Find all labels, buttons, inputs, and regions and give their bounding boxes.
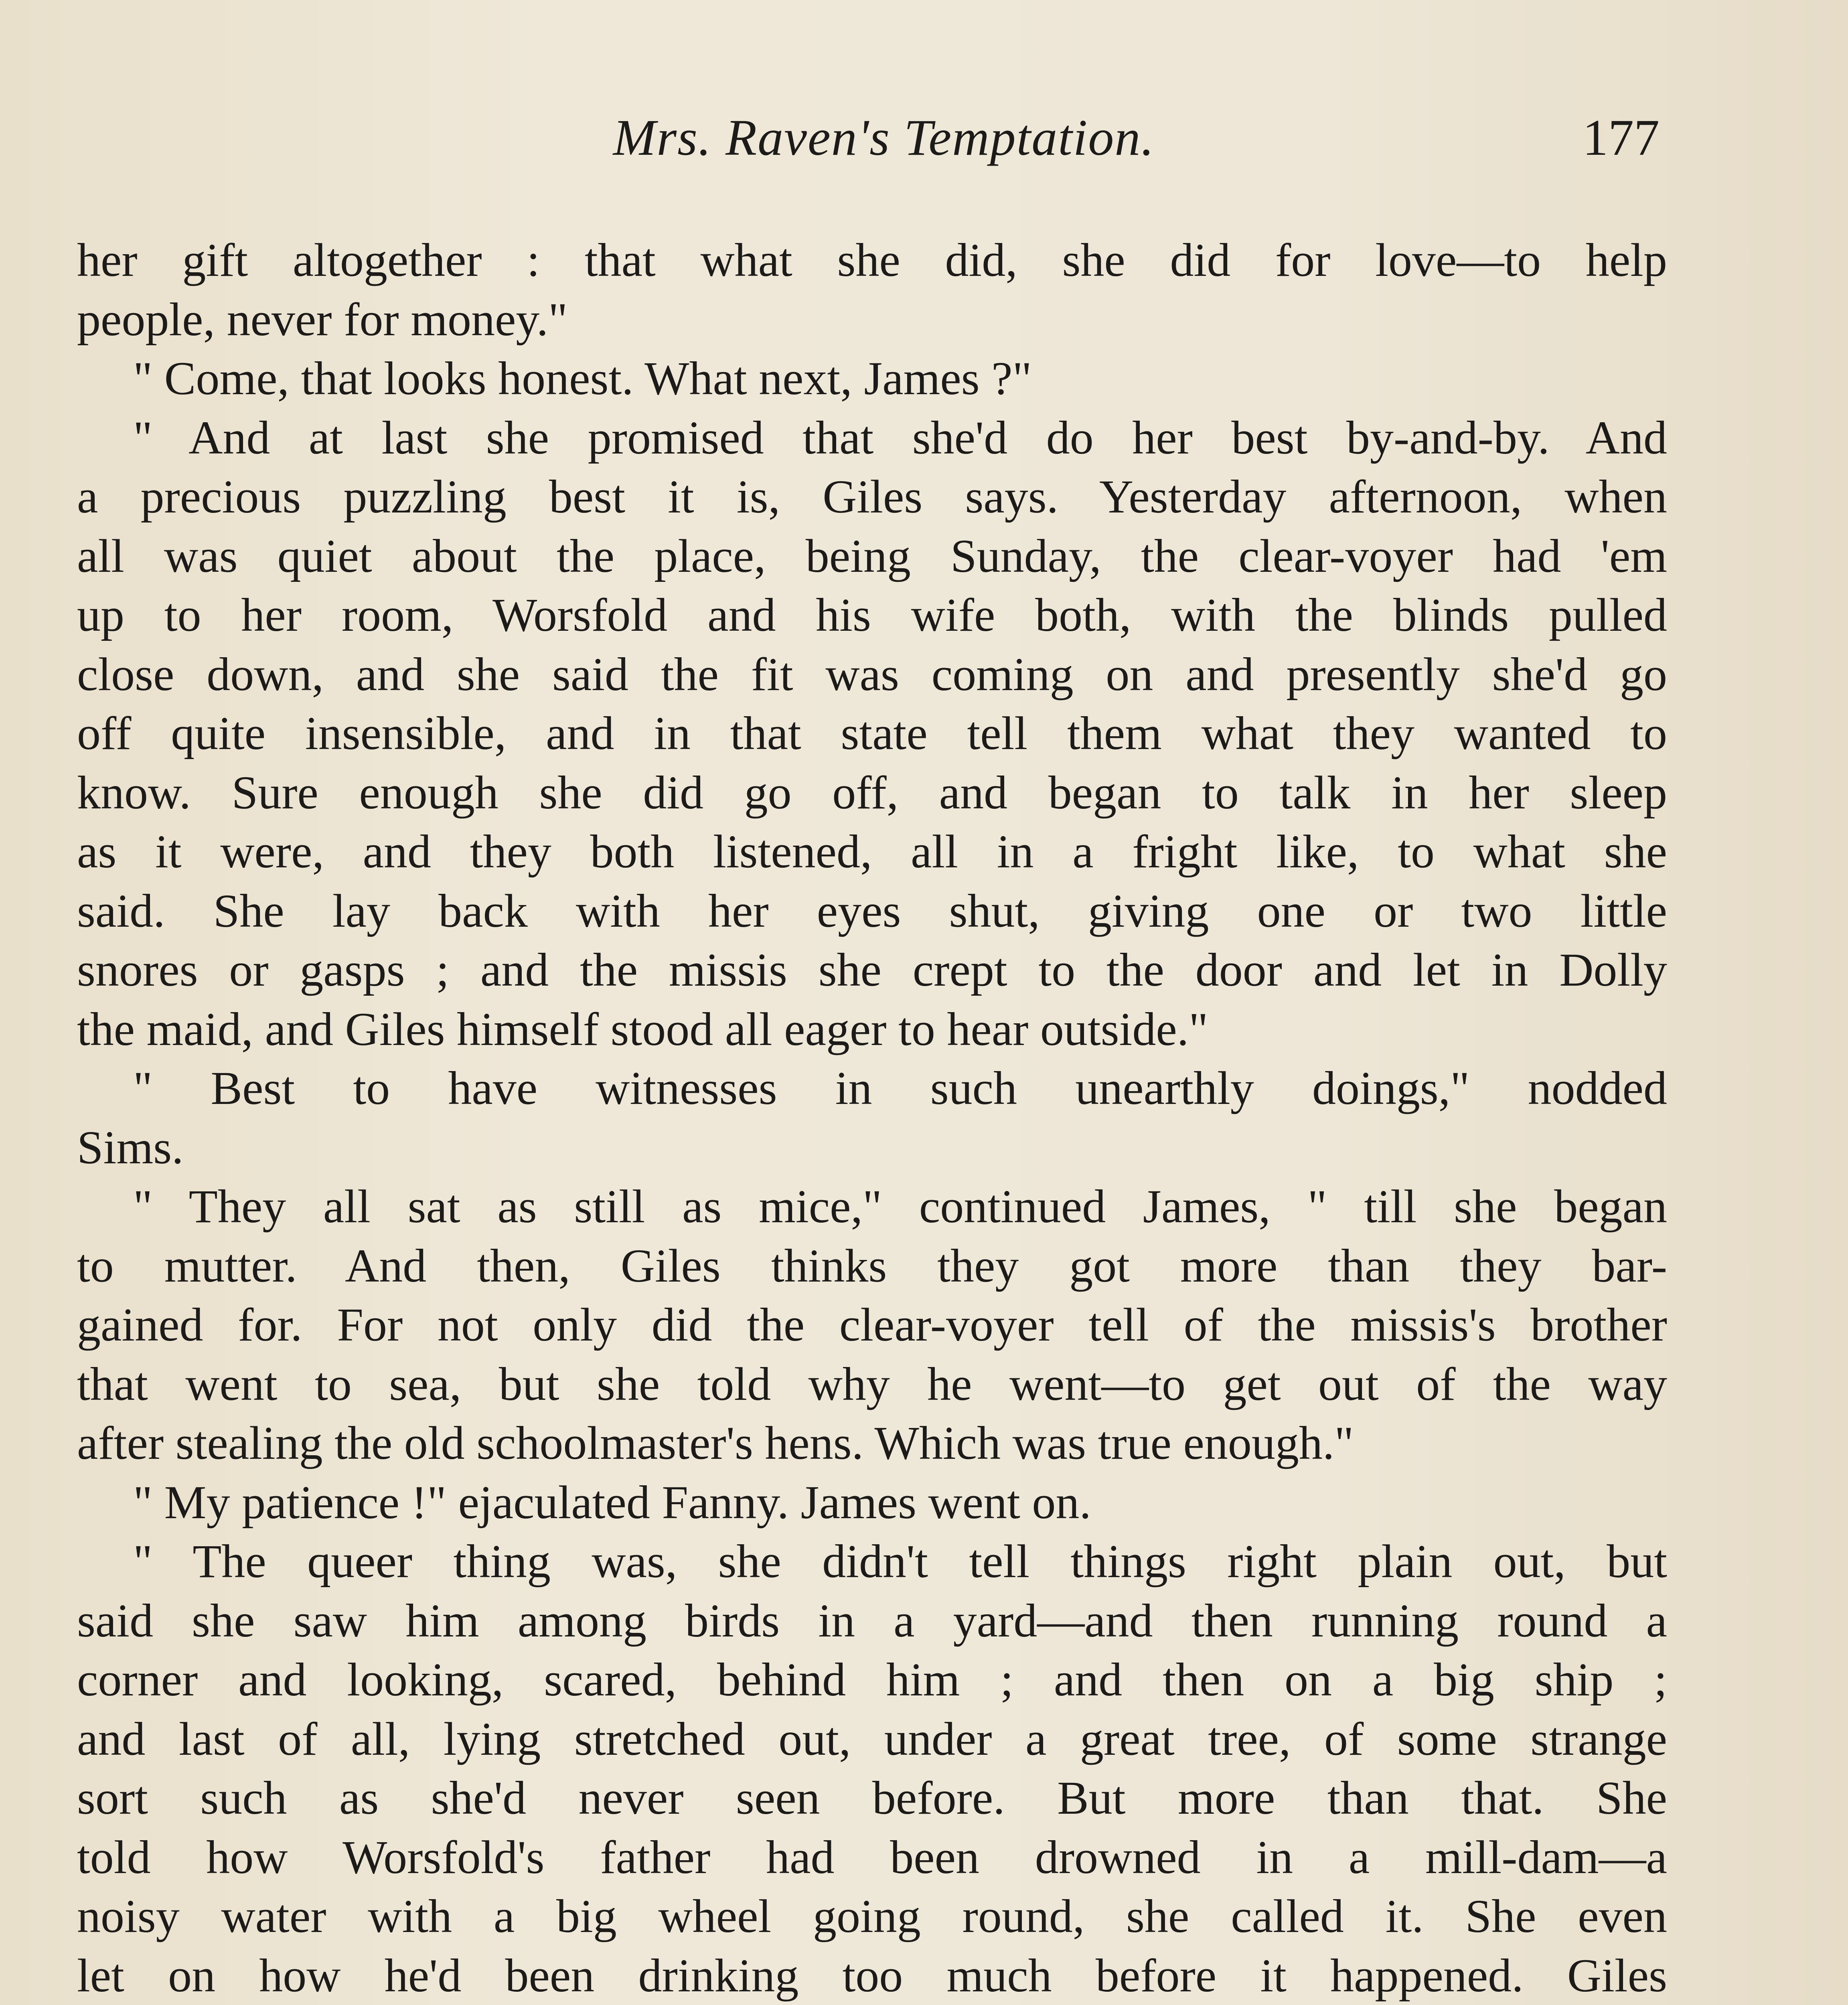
text-line: told how Worsfold's father had been drowned in a mill-dam—a xyxy=(77,1831,1667,1883)
text-line: know. Sure enough she did go off, and began to talk in her sleep xyxy=(77,766,1667,819)
text-line: sort such as she'd never seen before. But more than that. She xyxy=(77,1772,1667,1824)
text-line: " Best to have witnesses in such unearthly doings," nodded xyxy=(133,1062,1667,1114)
running-title: Mrs. Raven's Temptation. xyxy=(613,109,1155,166)
text-line: the maid, and Giles himself stood all eager to hear outside." xyxy=(77,1003,1208,1055)
running-head xyxy=(80,107,1660,168)
text-line: " The queer thing was, she didn't tell things right plain out, but xyxy=(133,1535,1667,1588)
text-line: let on how he'd been drinking too much before it happened. Giles xyxy=(77,1949,1667,2002)
text-line: her gift altogether : that what she did, she did for love—to help xyxy=(77,234,1667,286)
text-line: " They all sat as still as mice," continued James, " till she began xyxy=(133,1180,1667,1233)
text-line: " And at last she promised that she'd do her best by-and-by. And xyxy=(133,411,1667,464)
text-line: " Come, that looks honest. What next, James ?" xyxy=(133,352,1032,405)
text-line: corner and looking, scared, behind him ; and then on a big ship ; xyxy=(77,1653,1667,1706)
text-line: said she saw him among birds in a yard—and then running round a xyxy=(77,1594,1667,1647)
page-number: 177 xyxy=(1583,109,1660,166)
text-line: and last of all, lying stretched out, under a great tree, of some strange xyxy=(77,1712,1667,1765)
text-line: noisy water with a big wheel going round, she called it. She even xyxy=(77,1890,1667,1942)
text-line: all was quiet about the place, being Sunday, the clear-voyer had 'em xyxy=(77,529,1667,582)
text-line: to mutter. And then, Giles thinks they got more than they bar- xyxy=(77,1239,1667,1292)
text-line: people, never for money." xyxy=(77,293,568,346)
text-line: as it were, and they both listened, all in a fright like, to what she xyxy=(77,825,1667,878)
text-line: Sims. xyxy=(77,1121,184,1174)
text-line: that went to sea, but she told why he went—to get out of the way xyxy=(77,1357,1667,1410)
text-line: a precious puzzling best it is, Giles says. Yesterday afternoon, when xyxy=(77,470,1667,523)
text-line: close down, and she said the fit was coming on and presently she'd go xyxy=(77,648,1667,701)
text-line: snores or gasps ; and the missis she crept to the door and let in Dolly xyxy=(77,944,1667,996)
text-line: " My patience !" ejaculated Fanny. James went on. xyxy=(133,1476,1091,1529)
text-line: off quite insensible, and in that state tell them what they wanted to xyxy=(77,707,1667,759)
text-line: up to her room, Worsfold and his wife both, with the blinds pulled xyxy=(77,589,1667,641)
body-text xyxy=(77,231,1667,2005)
text-line: said. She lay back with her eyes shut, giving one or two little xyxy=(77,884,1667,937)
text-line: after stealing the old schoolmaster's hens. Which was true enough." xyxy=(77,1417,1354,1469)
text-line: gained for. For not only did the clear-voyer tell of the missis's brother xyxy=(77,1298,1667,1351)
